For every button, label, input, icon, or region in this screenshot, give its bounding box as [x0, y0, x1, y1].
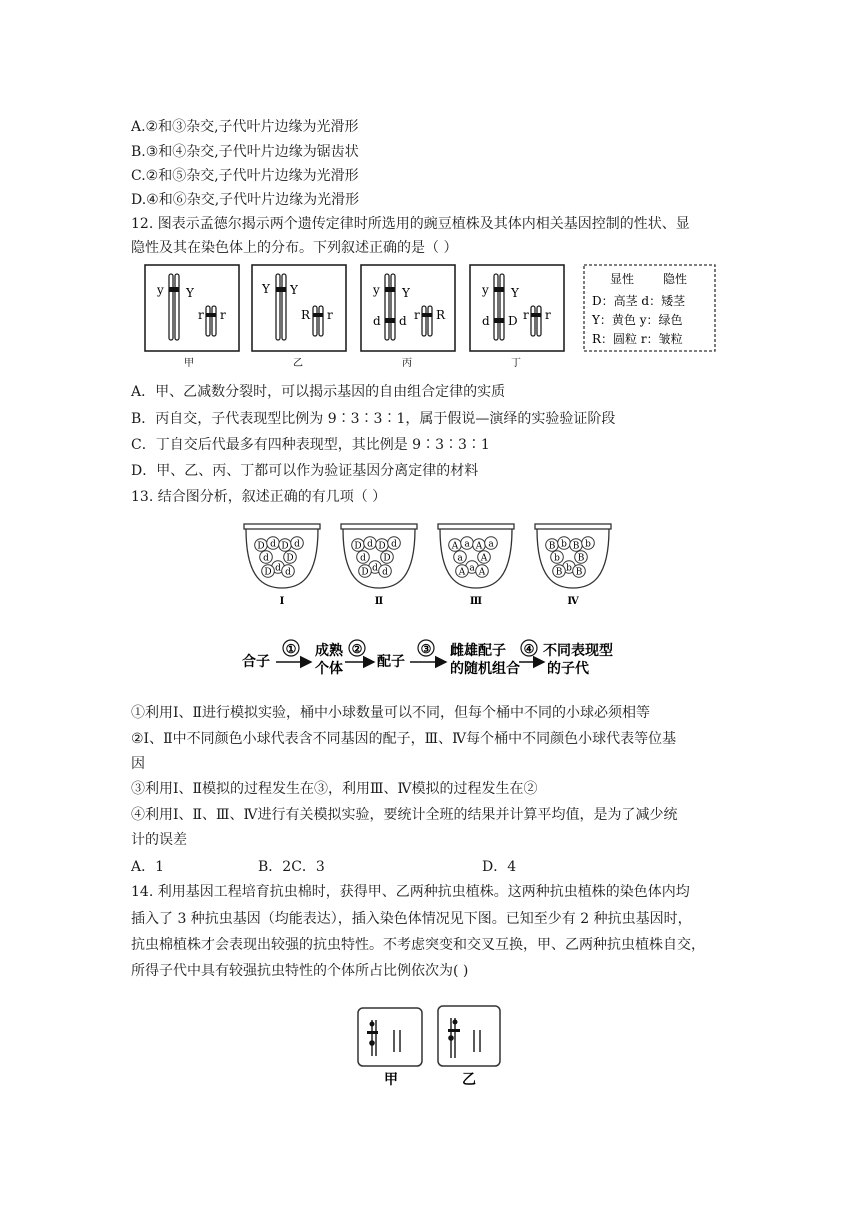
- q13-statement-2: ②Ⅰ、Ⅱ中不同颜色小球代表含不同基因的配子，Ⅲ、Ⅳ每个桶中不同颜色小球代表等位基: [131, 731, 677, 747]
- q11-option-b: B.③和④杂交,子代叶片边缘为锯齿状: [131, 144, 359, 160]
- allele-label: r: [220, 308, 226, 322]
- q12-stem-line2: 隐性及其在染色体上的分布。下列叙述正确的是（ ）: [131, 240, 458, 256]
- q12-chromosome-figure: [140, 262, 730, 374]
- flow-step-4: ④: [523, 642, 535, 656]
- q11-option-d: D.④和⑥杂交,子代叶片边缘为光滑形: [131, 192, 360, 208]
- bucket-label: Ⅰ: [279, 596, 285, 607]
- sampling-bucket: [535, 524, 611, 607]
- ball-letter: d: [275, 563, 281, 574]
- ball-letter: D: [354, 541, 362, 552]
- bucket-label: Ⅱ: [374, 596, 384, 607]
- ball-letter: A: [458, 567, 466, 578]
- q14-stem-line3: 抗虫棉植株才会表现出较强的抗虫特性。不考虑突变和交叉互换，甲、乙两种抗虫植株自交，: [131, 937, 705, 953]
- ball-letter: A: [480, 553, 488, 564]
- ball-letter: b: [585, 539, 591, 550]
- ball-letter: A: [478, 567, 486, 578]
- flow-phenotype: 不同表现型: [543, 643, 613, 659]
- trait-legend: [584, 265, 715, 351]
- panel-ding: [481, 274, 551, 369]
- q12-option-b: B．丙自交，子代表现型比例为 9∶3∶3∶1，属于假说—演绎的实验验证阶段: [131, 411, 616, 427]
- allele-label: D: [508, 314, 518, 328]
- panel-bing: [372, 274, 446, 369]
- ball-letter: D: [257, 541, 265, 552]
- allele-label: Y: [290, 283, 298, 297]
- flow-offspring: 的子代: [547, 661, 589, 677]
- allele-label: d: [399, 314, 407, 328]
- q13-statement-2-cont: 因: [131, 756, 145, 772]
- ball-letter: B: [555, 567, 563, 578]
- flow-step-1: ①: [285, 642, 297, 656]
- q12-option-d: D．甲、乙、丙、丁都可以作为验证基因分离定律的材料: [131, 463, 479, 479]
- panel-label: 乙: [293, 358, 303, 369]
- ball-letter: d: [372, 563, 378, 574]
- q13-option-bc: B．2C．3: [258, 859, 325, 875]
- allele-label: r: [545, 308, 551, 322]
- flow-gamete: 配子: [377, 654, 405, 670]
- flow-random-combination: 的随机组合: [450, 661, 520, 677]
- flow-mature: 成熟: [315, 643, 343, 659]
- ball-letter: D: [286, 553, 294, 564]
- flow-individual: 个体: [315, 661, 343, 677]
- label-jia: 甲: [384, 1072, 398, 1088]
- ball-letter: a: [464, 539, 470, 550]
- allele-label: Y: [402, 286, 410, 300]
- ball-letter: d: [285, 567, 291, 578]
- panel-jia: [156, 274, 226, 369]
- ball-letter: b: [554, 553, 560, 564]
- q14-stem-line4: 所得子代中具有较强抗虫特性的个体所占比例依次为( ): [131, 963, 469, 979]
- ball-letter: d: [367, 539, 373, 550]
- ball-letter: a: [488, 539, 494, 550]
- q13-statement-1: ①利用Ⅰ、Ⅱ进行模拟实验，桶中小球数量可以不同，但每个桶中不同的小球必须相等: [131, 705, 651, 721]
- allele-label: y: [482, 283, 489, 297]
- legend-row: Y：黄色 y：绿色: [592, 313, 683, 327]
- q13-statement-4-cont: 计的误差: [131, 832, 187, 848]
- sampling-bucket: [438, 524, 514, 607]
- ball-letter: B: [577, 553, 585, 564]
- legend-recessive-header: 隐性: [663, 272, 688, 286]
- legend-row: R：圆粒 r：皱粒: [592, 332, 683, 346]
- allele-label: y: [157, 283, 164, 297]
- q13-bucket-figure: [236, 518, 616, 610]
- allele-label: R: [436, 308, 446, 322]
- ball-letter: b: [561, 539, 567, 550]
- ball-letter: B: [572, 541, 580, 552]
- ball-letter: d: [382, 567, 388, 578]
- panel-label: 丁: [511, 358, 521, 369]
- allele-label: r: [414, 308, 420, 322]
- q13-option-d: D．4: [482, 859, 517, 875]
- flow-gamete-pair: 雌雄配子: [450, 643, 506, 659]
- ball-letter: d: [294, 539, 300, 550]
- allele-label: Y: [262, 282, 270, 296]
- sampling-bucket: [244, 524, 320, 607]
- bucket-label: Ⅲ: [469, 596, 483, 607]
- ball-letter: d: [391, 539, 397, 550]
- legend-dominant-header: 显性: [610, 272, 635, 286]
- sampling-bucket: [341, 524, 417, 607]
- ball-letter: D: [281, 541, 289, 552]
- q11-option-c: C.②和⑤杂交,子代叶片边缘为光滑形: [131, 168, 359, 184]
- q13-flow-diagram: [236, 633, 616, 685]
- allele-label: Y: [511, 286, 519, 300]
- allele-label: R: [301, 308, 311, 322]
- ball-letter: d: [270, 539, 276, 550]
- q12-option-c: C．丁自交后代最多有四种表现型，其比例是 9∶3∶3∶1: [131, 437, 490, 453]
- ball-letter: b: [566, 563, 572, 574]
- q12-option-a: A．甲、乙减数分裂时，可以揭示基因的自由组合定律的实质: [131, 384, 506, 400]
- q14-stem-line2: 插入了 3 种抗虫基因（均能表达），插入染色体情况见下图。已知至少有 2 种抗虫基因时，: [131, 911, 692, 927]
- q13-statement-4: ④利用Ⅰ、Ⅱ、Ⅲ、Ⅳ进行有关模拟实验，要统计全班的结果并计算平均值，是为了减少统: [131, 807, 678, 823]
- allele-label: Y: [186, 286, 194, 300]
- q11-option-a: A.②和③杂交,子代叶片边缘为光滑形: [131, 119, 359, 135]
- ball-letter: D: [264, 567, 272, 578]
- ball-letter: a: [469, 563, 475, 574]
- q14-insertion-figure: [354, 1000, 504, 1092]
- allele-label: y: [373, 283, 380, 297]
- allele-label: d: [373, 314, 381, 328]
- q13-statement-3: ③利用Ⅰ、Ⅱ模拟的过程发生在③，利用Ⅲ、Ⅳ模拟的过程发生在②: [131, 781, 538, 797]
- legend-row: D：高茎 d：矮茎: [592, 294, 686, 308]
- q13-option-a: A．1: [131, 859, 165, 875]
- ball-letter: B: [548, 541, 556, 552]
- allele-label: d: [482, 314, 490, 328]
- label-yi: 乙: [462, 1072, 476, 1088]
- ball-letter: D: [361, 567, 369, 578]
- panel-label: 甲: [184, 358, 194, 369]
- bucket-label: Ⅳ: [567, 596, 579, 607]
- ball-letter: d: [263, 553, 269, 564]
- q13-stem: 13. 结合图分析，叙述正确的有几项（ ）: [131, 489, 387, 505]
- flow-zygote: 合子: [242, 654, 270, 670]
- ball-letter: A: [475, 541, 483, 552]
- q14-stem-line1: 14. 利用基因工程培育抗虫棉时，获得甲、乙两种抗虫植株。这两种抗虫植株的染色体内均: [131, 884, 690, 900]
- ball-letter: a: [457, 553, 463, 564]
- flow-step-3: ③: [420, 642, 432, 656]
- flow-step-2: ②: [351, 642, 363, 656]
- panel-yi: [261, 274, 333, 369]
- allele-label: r: [327, 308, 333, 322]
- ball-letter: A: [451, 541, 459, 552]
- ball-letter: D: [383, 553, 391, 564]
- allele-label: r: [523, 308, 529, 322]
- q12-stem-line1: 12. 图表示孟德尔揭示两个遗传定律时所选用的豌豆植株及其体内相关基因控制的性状、显: [131, 216, 690, 232]
- ball-letter: B: [575, 567, 583, 578]
- ball-letter: D: [378, 541, 386, 552]
- panel-label: 丙: [402, 358, 412, 369]
- allele-label: r: [198, 308, 204, 322]
- ball-letter: d: [360, 553, 366, 564]
